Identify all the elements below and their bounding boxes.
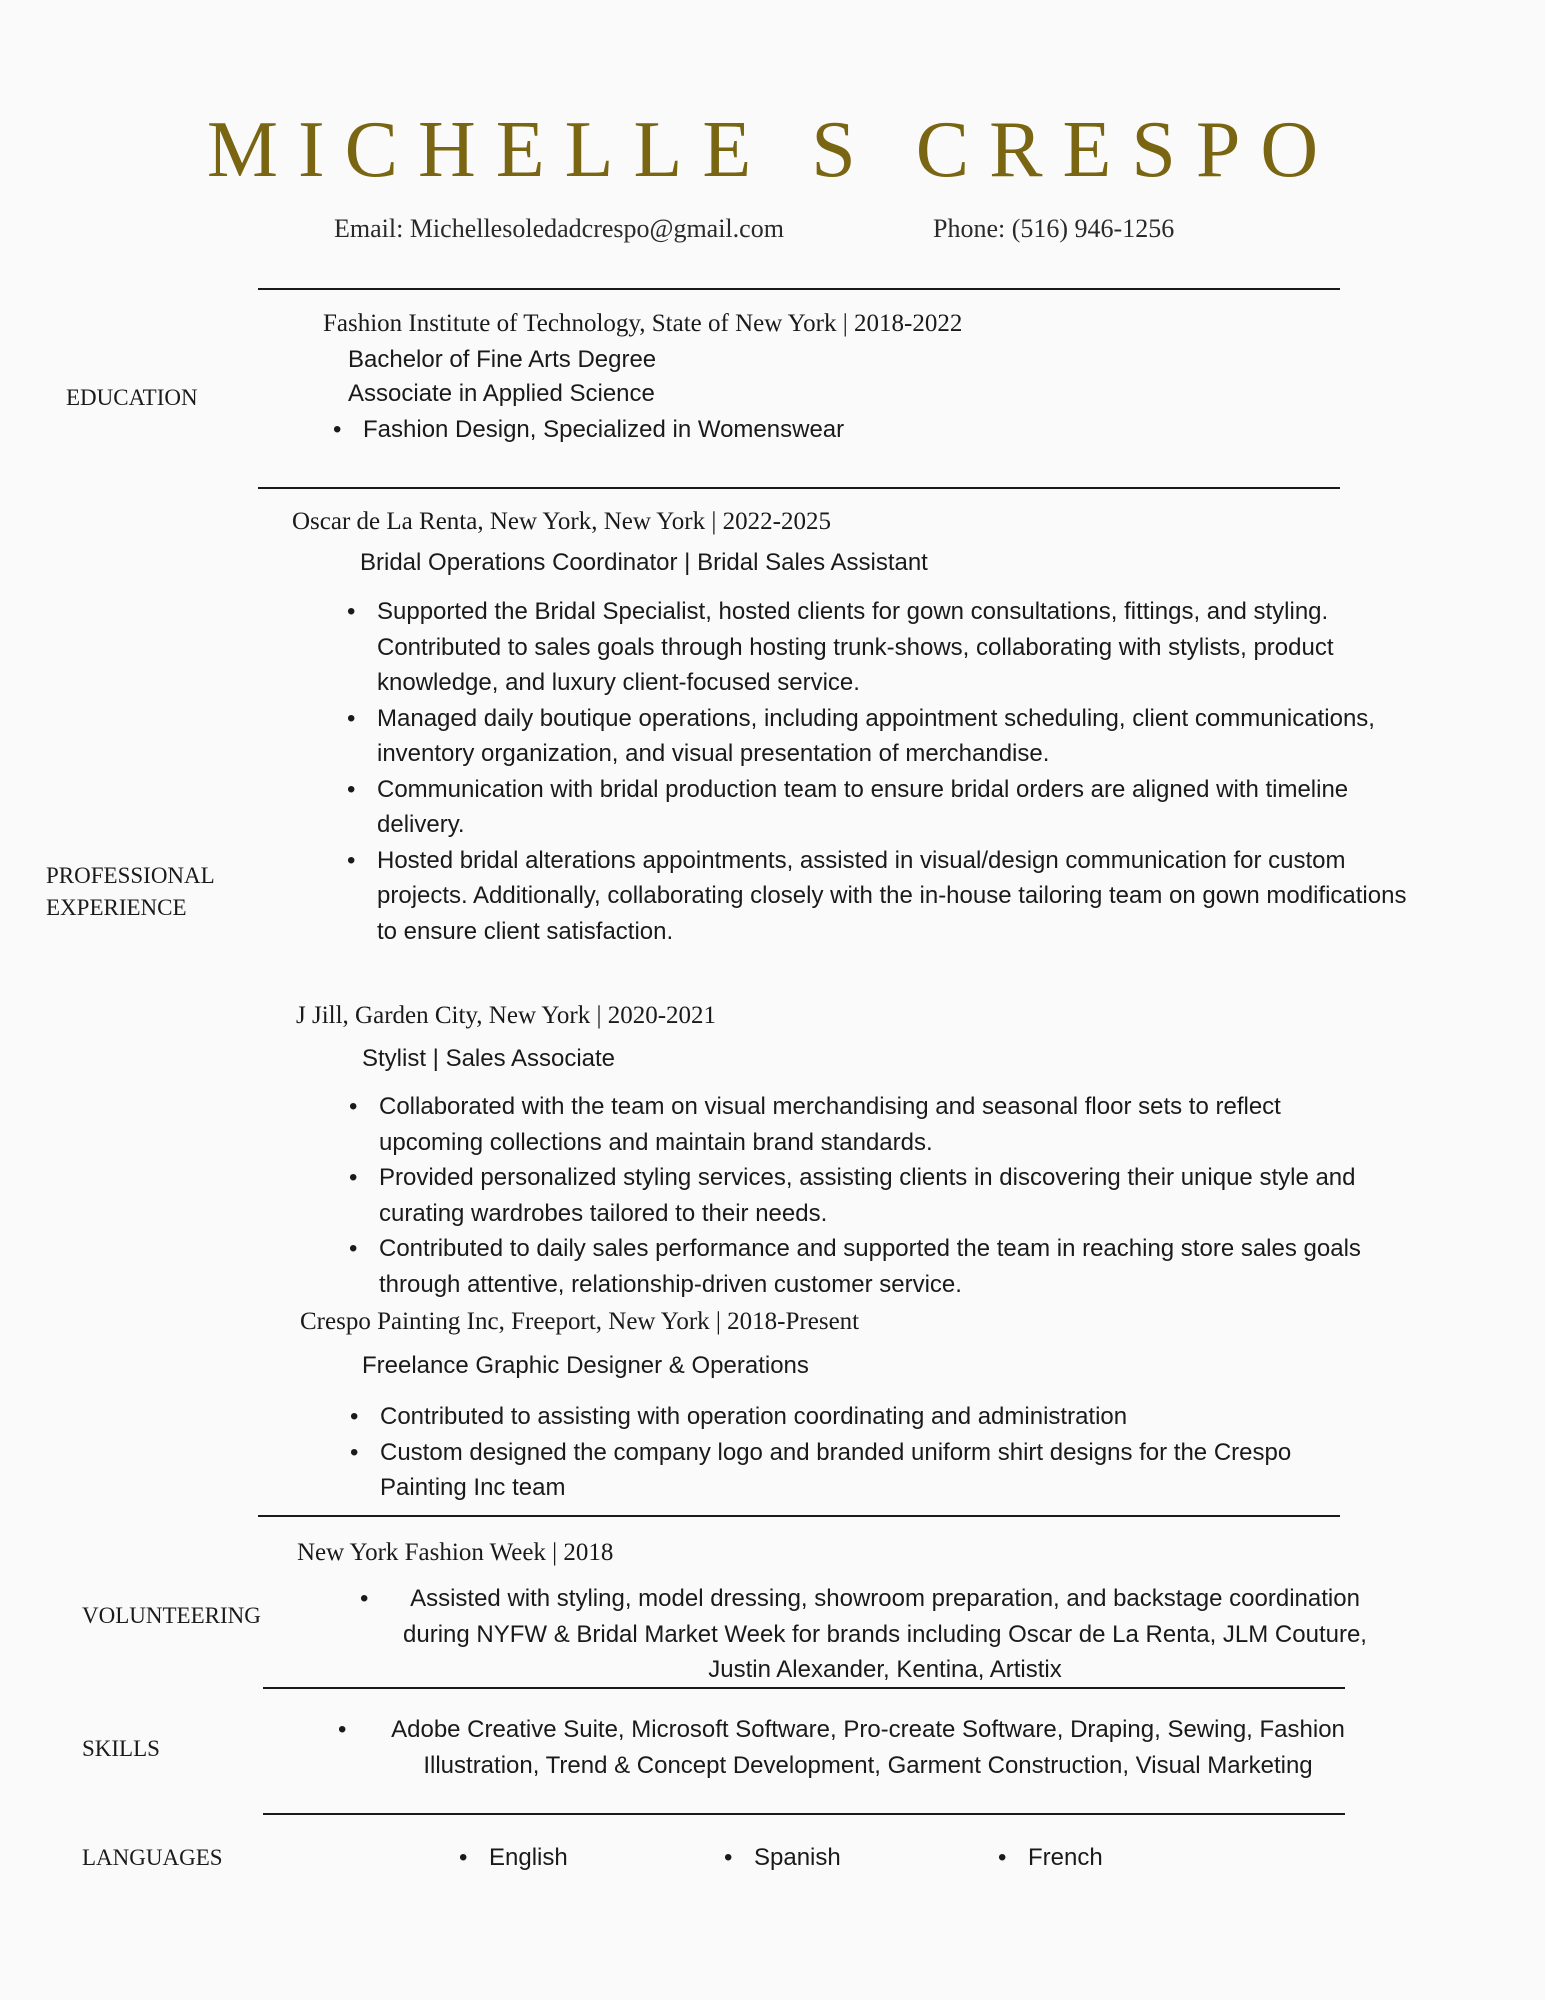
section-label-languages: LANGUAGES	[82, 1845, 223, 1870]
language-item: • Spanish	[754, 1840, 841, 1876]
divider-rule	[258, 288, 1340, 290]
job-title: Bridal Operations Coordinator | Bridal Sales Assistant	[360, 549, 928, 576]
list-item: • Fashion Design, Specialized in Womenswear	[363, 412, 1363, 448]
list-item: • Collaborated with the team on visual merchandising and seasonal floor sets to reflect upcoming collections and maintain brand standards.	[379, 1089, 1379, 1160]
list-item: • Managed daily boutique operations, including appointment scheduling, client communications, inventory organization, and visual presentation of merchandise.	[377, 701, 1407, 772]
job-bullet-list	[377, 594, 1407, 949]
skills-bullet-list	[368, 1712, 1368, 1783]
education-bullet-list	[363, 412, 1363, 448]
section-label-experience: PROFESSIONAL EXPERIENCE	[46, 863, 215, 920]
job-heading: Oscar de La Renta, New York, New York | 2022-2025	[292, 508, 831, 535]
divider-rule	[263, 1813, 1345, 1815]
list-item: • Contributed to daily sales performance and supported the team in reaching store sales goals through attentive, relationship-driven customer service.	[379, 1231, 1379, 1302]
list-item: • Supported the Bridal Specialist, hosted clients for gown consultations, fittings, and styling. Contributed to sales goals through hosting trunk-shows, collaborating with stylists, product knowledge, and luxury client-focused service.	[377, 594, 1407, 701]
section-label-skills: SKILLS	[82, 1736, 160, 1761]
divider-rule	[263, 1687, 1345, 1689]
list-item: • Assisted with styling, model dressing, showroom preparation, and backstage coordination during NYFW & Bridal Market Week for brands including Oscar de La Renta, JLM Couture, Justin Alexander, Kentina, Artistix	[390, 1581, 1380, 1688]
list-item: • Adobe Creative Suite, Microsoft Software, Pro-create Software, Draping, Sewing, Fashion Illustration, Trend & Concept Development, Garment Construction, Visual Marketing	[368, 1712, 1368, 1783]
education-degree-line: Bachelor of Fine Arts Degree	[348, 346, 657, 373]
education-school-heading: Fashion Institute of Technology, State of New York | 2018-2022	[323, 310, 963, 337]
section-label-volunteering: VOLUNTEERING	[82, 1603, 261, 1628]
job-bullet-list	[379, 1089, 1379, 1302]
education-degree-line: Associate in Applied Science	[348, 380, 655, 407]
job-heading: J Jill, Garden City, New York | 2020-2021	[296, 1002, 717, 1029]
list-item: • Custom designed the company logo and branded uniform shirt designs for the Crespo Painting Inc team	[380, 1435, 1380, 1506]
email-contact: Email: Michellesoledadcrespo@gmail.com	[334, 214, 784, 243]
list-item: • Hosted bridal alterations appointments, assisted in visual/design communication for custom projects. Additionally, collaborating closely with the in-house tailoring team on gown modifications to ensure client satisfaction.	[377, 843, 1407, 950]
language-item: • English	[489, 1840, 568, 1876]
job-heading: Crespo Painting Inc, Freeport, New York | 2018-Present	[300, 1308, 860, 1335]
language-item: • French	[1028, 1840, 1103, 1876]
phone-contact: Phone: (516) 946-1256	[933, 214, 1175, 243]
list-item: • Communication with bridal production team to ensure bridal orders are aligned with timeline delivery.	[377, 772, 1407, 843]
job-title: Freelance Graphic Designer & Operations	[362, 1352, 809, 1379]
volunteering-heading: New York Fashion Week | 2018	[297, 1539, 614, 1566]
divider-rule	[258, 1515, 1340, 1517]
list-item: • Contributed to assisting with operation coordinating and administration	[380, 1399, 1380, 1435]
job-bullet-list	[380, 1399, 1380, 1506]
job-title: Stylist | Sales Associate	[362, 1045, 616, 1072]
list-item: • Provided personalized styling services, assisting clients in discovering their unique style and curating wardrobes tailored to their needs.	[379, 1160, 1379, 1231]
volunteering-bullet-list	[390, 1581, 1380, 1688]
section-label-education: EDUCATION	[66, 385, 198, 410]
divider-rule	[258, 487, 1340, 489]
resume-name: MICHELLE S CRESPO	[206, 106, 1339, 194]
